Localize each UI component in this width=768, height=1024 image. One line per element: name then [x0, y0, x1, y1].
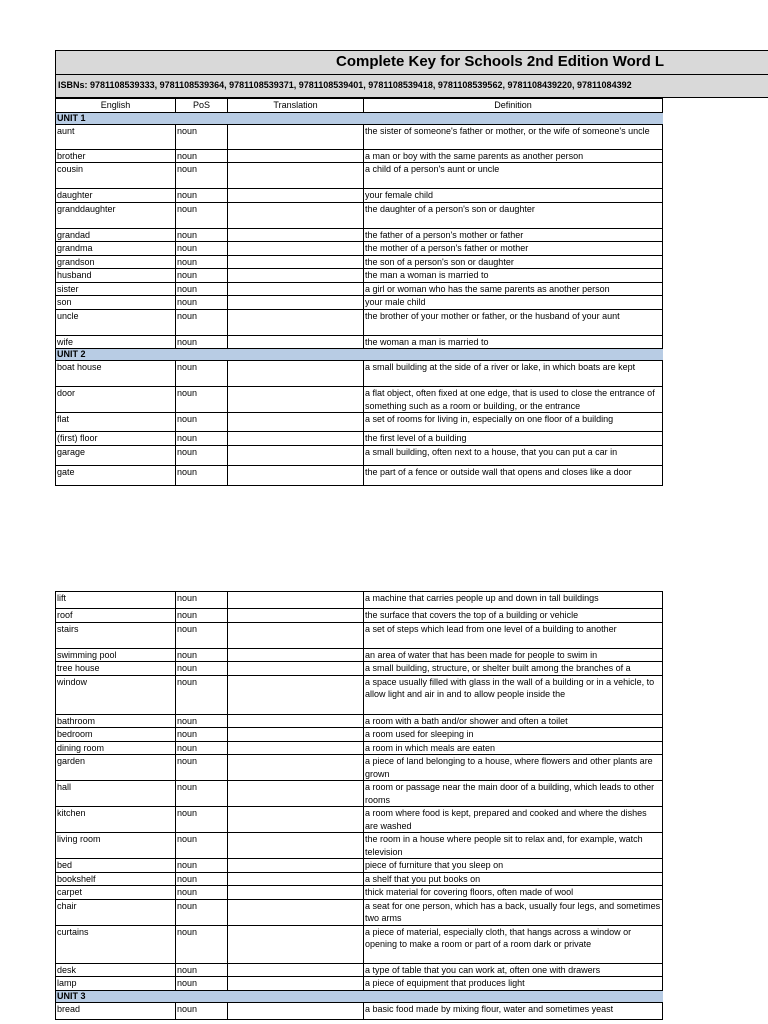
cell-english: daughter: [56, 189, 176, 203]
cell-definition: a man or boy with the same parents as another person: [364, 149, 663, 163]
cell-english: sister: [56, 282, 176, 296]
unit-label: UNIT 2: [56, 349, 663, 361]
cell-definition: the son of a person's son or daughter: [364, 255, 663, 269]
cell-pos: noun: [176, 609, 228, 623]
header-pos: PoS: [176, 99, 228, 113]
word-list-table-bottom: [55, 591, 663, 1020]
cell-pos: noun: [176, 309, 228, 335]
cell-english: chair: [56, 899, 176, 925]
cell-pos: noun: [176, 755, 228, 781]
cell-definition: a room with a bath and/or shower and often a toilet: [364, 714, 663, 728]
cell-definition: the man a woman is married to: [364, 269, 663, 283]
table-row: [56, 886, 663, 900]
sheet-title-bar: [55, 50, 768, 75]
cell-pos: noun: [176, 728, 228, 742]
cell-english: desk: [56, 963, 176, 977]
cell-definition: piece of furniture that you sleep on: [364, 859, 663, 873]
cell-translation: [228, 728, 364, 742]
cell-definition: a small building, often next to a house, that you can put a car in: [364, 445, 663, 465]
cell-pos: noun: [176, 269, 228, 283]
cell-pos: noun: [176, 833, 228, 859]
table-row: [56, 781, 663, 807]
cell-translation: [228, 755, 364, 781]
cell-translation: [228, 189, 364, 203]
cell-translation: [228, 714, 364, 728]
table-row: [56, 361, 663, 387]
cell-english: brother: [56, 149, 176, 163]
cell-english: bread: [56, 1002, 176, 1019]
table-row: [56, 124, 663, 149]
table-row: [56, 859, 663, 873]
table-row: [56, 228, 663, 242]
table-row: [56, 977, 663, 991]
table-row: [56, 163, 663, 189]
cell-translation: [228, 899, 364, 925]
cell-definition: a machine that carries people up and down in tall buildings: [364, 592, 663, 609]
table-row: [56, 662, 663, 676]
cell-translation: [228, 242, 364, 256]
header-row: [56, 99, 663, 113]
cell-english: bedroom: [56, 728, 176, 742]
cell-translation: [228, 309, 364, 335]
cell-english: garden: [56, 755, 176, 781]
table-body-bottom: [56, 592, 663, 1020]
cell-translation: [228, 609, 364, 623]
cell-pos: noun: [176, 296, 228, 310]
cell-translation: [228, 445, 364, 465]
table-row: [56, 255, 663, 269]
cell-pos: noun: [176, 149, 228, 163]
cell-definition: a piece of equipment that produces light: [364, 977, 663, 991]
cell-definition: the daughter of a person's son or daughter: [364, 202, 663, 228]
table-row: [56, 309, 663, 335]
cell-english: wife: [56, 335, 176, 349]
cell-translation: [228, 228, 364, 242]
table-row: [56, 296, 663, 310]
cell-translation: [228, 675, 364, 714]
cell-english: flat: [56, 413, 176, 432]
cell-english: cousin: [56, 163, 176, 189]
cell-pos: noun: [176, 189, 228, 203]
table-row: [56, 963, 663, 977]
cell-translation: [228, 269, 364, 283]
cell-translation: [228, 622, 364, 648]
cell-pos: noun: [176, 622, 228, 648]
cell-pos: noun: [176, 662, 228, 676]
cell-definition: a piece of land belonging to a house, where flowers and other plants are grown: [364, 755, 663, 781]
table-row: [56, 925, 663, 963]
table-row: [56, 269, 663, 283]
cell-english: roof: [56, 609, 176, 623]
cell-definition: a flat object, often fixed at one edge, that is used to close the entrance of something such as a room or building, or the entrance: [364, 387, 663, 413]
unit-header-row: [56, 990, 663, 1002]
cell-pos: noun: [176, 465, 228, 485]
table-row: [56, 675, 663, 714]
cell-pos: noun: [176, 1002, 228, 1019]
table-row: [56, 872, 663, 886]
cell-definition: a basic food made by mixing flour, water and sometimes yeast: [364, 1002, 663, 1019]
cell-english: husband: [56, 269, 176, 283]
table-row: [56, 899, 663, 925]
cell-english: lamp: [56, 977, 176, 991]
cell-english: living room: [56, 833, 176, 859]
cell-translation: [228, 202, 364, 228]
table-row: [56, 465, 663, 485]
cell-english: uncle: [56, 309, 176, 335]
cell-pos: noun: [176, 963, 228, 977]
table-row: [56, 714, 663, 728]
cell-pos: noun: [176, 899, 228, 925]
table-row: [56, 432, 663, 446]
cell-translation: [228, 886, 364, 900]
cell-pos: noun: [176, 335, 228, 349]
cell-english: garage: [56, 445, 176, 465]
cell-translation: [228, 255, 364, 269]
cell-english: hall: [56, 781, 176, 807]
cell-definition: a space usually filled with glass in the wall of a building or in a vehicle, to allow light and air in and to allow people inside the: [364, 675, 663, 714]
cell-translation: [228, 296, 364, 310]
unit-header-row: [56, 112, 663, 124]
cell-translation: [228, 335, 364, 349]
cell-definition: the mother of a person's father or mother: [364, 242, 663, 256]
table-row: [56, 592, 663, 609]
cell-translation: [228, 741, 364, 755]
cell-definition: the surface that covers the top of a building or vehicle: [364, 609, 663, 623]
cell-pos: noun: [176, 648, 228, 662]
cell-english: grandma: [56, 242, 176, 256]
cell-translation: [228, 163, 364, 189]
table-row: [56, 149, 663, 163]
unit-label: UNIT 3: [56, 990, 663, 1002]
sheet-title: Complete Key for Schools 2nd Edition Word L: [336, 53, 665, 70]
cell-translation: [228, 781, 364, 807]
cell-pos: noun: [176, 714, 228, 728]
header-definition: Definition: [364, 99, 663, 113]
cell-definition: a small building at the side of a river or lake, in which boats are kept: [364, 361, 663, 387]
table-row: [56, 609, 663, 623]
cell-pos: noun: [176, 202, 228, 228]
cell-english: door: [56, 387, 176, 413]
cell-translation: [228, 413, 364, 432]
cell-definition: a child of a person's aunt or uncle: [364, 163, 663, 189]
cell-translation: [228, 124, 364, 149]
cell-definition: the part of a fence or outside wall that opens and closes like a door: [364, 465, 663, 485]
cell-english: bathroom: [56, 714, 176, 728]
cell-pos: noun: [176, 592, 228, 609]
table-body-top: [56, 112, 663, 485]
cell-english: grandad: [56, 228, 176, 242]
table-row: [56, 755, 663, 781]
cell-english: window: [56, 675, 176, 714]
cell-pos: noun: [176, 977, 228, 991]
cell-english: granddaughter: [56, 202, 176, 228]
table-row: [56, 413, 663, 432]
cell-english: son: [56, 296, 176, 310]
table-row: [56, 387, 663, 413]
cell-english: bed: [56, 859, 176, 873]
header-translation: Translation: [228, 99, 364, 113]
cell-definition: thick material for covering floors, often made of wool: [364, 886, 663, 900]
cell-pos: noun: [176, 413, 228, 432]
cell-english: swimming pool: [56, 648, 176, 662]
table-row: [56, 648, 663, 662]
cell-pos: noun: [176, 228, 228, 242]
word-list-table-top: [55, 98, 663, 486]
cell-pos: noun: [176, 387, 228, 413]
unit-label: UNIT 1: [56, 112, 663, 124]
cell-definition: the brother of your mother or father, or the husband of your aunt: [364, 309, 663, 335]
cell-pos: noun: [176, 163, 228, 189]
cell-definition: the father of a person's mother or father: [364, 228, 663, 242]
unit-header-row: [56, 349, 663, 361]
cell-translation: [228, 859, 364, 873]
isbn-bar: [55, 75, 768, 98]
cell-pos: noun: [176, 361, 228, 387]
cell-pos: noun: [176, 432, 228, 446]
table-row: [56, 833, 663, 859]
table-row: [56, 1002, 663, 1019]
cell-definition: a small building, structure, or shelter built among the branches of a: [364, 662, 663, 676]
cell-translation: [228, 465, 364, 485]
cell-translation: [228, 387, 364, 413]
table-row: [56, 728, 663, 742]
cell-translation: [228, 432, 364, 446]
cell-definition: the first level of a building: [364, 432, 663, 446]
table-row: [56, 189, 663, 203]
cell-pos: noun: [176, 255, 228, 269]
cell-translation: [228, 925, 364, 963]
cell-pos: noun: [176, 282, 228, 296]
cell-english: curtains: [56, 925, 176, 963]
cell-pos: noun: [176, 741, 228, 755]
cell-definition: a shelf that you put books on: [364, 872, 663, 886]
cell-definition: the woman a man is married to: [364, 335, 663, 349]
cell-pos: noun: [176, 781, 228, 807]
cell-translation: [228, 149, 364, 163]
table-row: [56, 282, 663, 296]
cell-definition: your female child: [364, 189, 663, 203]
cell-translation: [228, 833, 364, 859]
cell-pos: noun: [176, 675, 228, 714]
cell-definition: a room or passage near the main door of a building, which leads to other rooms: [364, 781, 663, 807]
table-row: [56, 242, 663, 256]
cell-definition: your male child: [364, 296, 663, 310]
cell-translation: [228, 592, 364, 609]
cell-definition: a room in which meals are eaten: [364, 741, 663, 755]
table-row: [56, 335, 663, 349]
cell-pos: noun: [176, 925, 228, 963]
cell-english: dining room: [56, 741, 176, 755]
cell-translation: [228, 662, 364, 676]
cell-translation: [228, 977, 364, 991]
cell-definition: an area of water that has been made for people to swim in: [364, 648, 663, 662]
cell-pos: noun: [176, 886, 228, 900]
table-row: [56, 202, 663, 228]
cell-english: grandson: [56, 255, 176, 269]
cell-pos: noun: [176, 124, 228, 149]
cell-definition: a piece of material, especially cloth, that hangs across a window or opening to make a room or part of a room dark or private: [364, 925, 663, 963]
cell-definition: a seat for one person, which has a back, usually four legs, and sometimes two arms: [364, 899, 663, 925]
cell-translation: [228, 807, 364, 833]
cell-english: stairs: [56, 622, 176, 648]
isbn-list: ISBNs: 9781108539333, 9781108539364, 9781108539371, 9781108539401, 9781108539418, 9781108539562, 9781108439220, 97811084392: [58, 80, 632, 90]
cell-english: lift: [56, 592, 176, 609]
cell-definition: the room in a house where people sit to relax and, for example, watch television: [364, 833, 663, 859]
cell-definition: a set of steps which lead from one level of a building to another: [364, 622, 663, 648]
cell-translation: [228, 963, 364, 977]
cell-english: carpet: [56, 886, 176, 900]
table-row: [56, 807, 663, 833]
header-english: English: [56, 99, 176, 113]
cell-translation: [228, 282, 364, 296]
cell-english: boat house: [56, 361, 176, 387]
cell-translation: [228, 361, 364, 387]
cell-definition: a girl or woman who has the same parents as another person: [364, 282, 663, 296]
table-row: [56, 741, 663, 755]
cell-definition: a room used for sleeping in: [364, 728, 663, 742]
cell-pos: noun: [176, 807, 228, 833]
cell-translation: [228, 872, 364, 886]
cell-pos: noun: [176, 445, 228, 465]
cell-pos: noun: [176, 242, 228, 256]
cell-english: aunt: [56, 124, 176, 149]
cell-pos: noun: [176, 859, 228, 873]
table-row: [56, 445, 663, 465]
cell-english: bookshelf: [56, 872, 176, 886]
cell-translation: [228, 648, 364, 662]
cell-english: tree house: [56, 662, 176, 676]
cell-definition: a set of rooms for living in, especially on one floor of a building: [364, 413, 663, 432]
cell-definition: a room where food is kept, prepared and cooked and where the dishes are washed: [364, 807, 663, 833]
cell-definition: a type of table that you can work at, often one with drawers: [364, 963, 663, 977]
table-row: [56, 622, 663, 648]
cell-pos: noun: [176, 872, 228, 886]
cell-english: kitchen: [56, 807, 176, 833]
cell-english: gate: [56, 465, 176, 485]
cell-definition: the sister of someone's father or mother, or the wife of someone's uncle: [364, 124, 663, 149]
cell-translation: [228, 1002, 364, 1019]
cell-english: (first) floor: [56, 432, 176, 446]
